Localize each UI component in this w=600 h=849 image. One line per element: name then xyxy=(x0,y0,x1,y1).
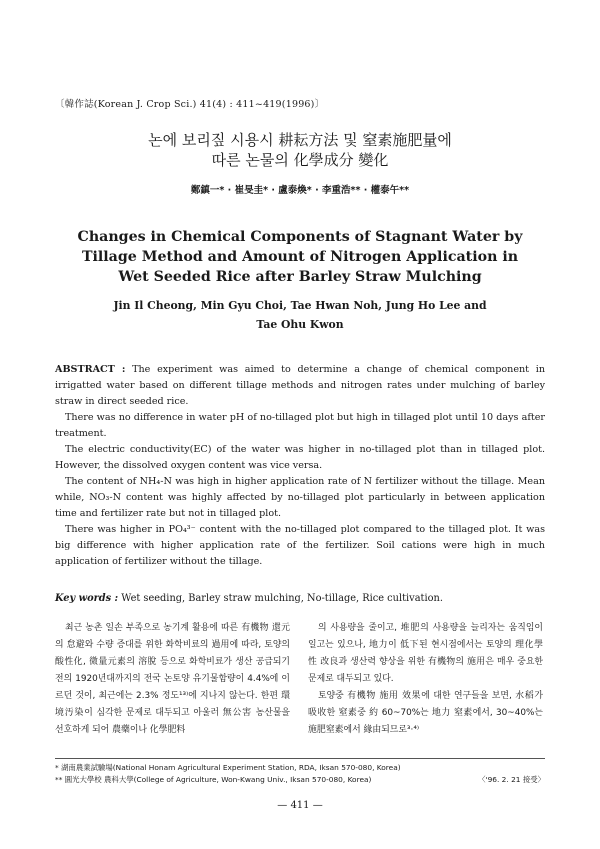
korean-authors: 鄭鎮一* · 崔旻圭* · 盧泰煥* · 李重浩** · 權泰午** xyxy=(190,185,410,196)
abstract-paragraph-5: There was higher in PO₄³⁻ content with the no-tillaged plot compared to the tillaged plot. It was big difference with higher application rate of the fertilizer. Soil cations were high in much application of fertilizer without the tillage. xyxy=(55,524,545,567)
footnote-1: * 湖南農業試驗場(National Honam Agricultural Experiment Station, RDA, Iksan 570-080, Korea) xyxy=(55,763,401,772)
english-title-line-2: Tillage Method and Amount of Nitrogen Application in xyxy=(81,249,519,265)
body-right-column xyxy=(308,620,543,739)
page-number: — 411 — xyxy=(277,800,323,811)
abstract xyxy=(55,362,545,570)
abstract-text-1: The experiment was aimed to determine a change of chemical component in irrigatted water based on different tillage methods and nitrogen rates under mulching of barley straw in direct seeded rice. xyxy=(55,364,545,407)
korean-title-line-1: 논에 보리짚 시용시 耕耘方法 및 窒素施肥量에 xyxy=(148,131,452,149)
korean-title-line-2: 따른 논물의 化學成分 變化 xyxy=(211,151,389,169)
english-title-line-3: Wet Seeded Rice after Barley Straw Mulching xyxy=(118,269,482,285)
abstract-paragraph-4: The content of NH₄-N was high in higher application rate of N fertilizer without the tillage. Mean while, NO₃-N content was highly affected by no-tillaged plot particularly in between application time and fertilizer rate but not in tillaged plot. xyxy=(55,476,545,519)
abstract-paragraph-3: The electric conductivity(EC) of the water was higher in no-tillaged plot than in tillaged plot. However, the dissolved oxygen content was vice versa. xyxy=(55,444,545,471)
body-paragraph-left-1: 최근 농촌 일손 부족으로 농기계 활용에 따른 有機物 還元의 怠避와 수량 증대를 위한 화학비료의 過用에 따라, 토양의 酸性化, 微量元素의 溶脫 등으로 화학비료가 생산 공급되기 전의 1920년대까지의 전국 논토양 유기물함량이 4.4%에 이르던 것이, 최근에는 2.3% 정도¹³⁾에 지나지 않는다. 한편 環境汚染이 심각한 문제로 대두되고 아울러 無公害 농산물을 선호하게 되어 農藥이나 化學肥料 xyxy=(55,623,290,735)
footnotes xyxy=(55,762,545,786)
abstract-label: ABSTRACT : xyxy=(55,364,126,375)
abstract-paragraph-2: There was no difference in water pH of no-tillaged plot but high in tillaged plot until 10 days after treatment. xyxy=(55,412,545,439)
footnote-2-row xyxy=(55,774,545,786)
english-title-line-1: Changes in Chemical Components of Stagnant Water by xyxy=(77,229,523,245)
abstract-paragraph-1 xyxy=(55,362,545,410)
keywords-text: Wet seeding, Barley straw mulching, No-tillage, Rice cultivation. xyxy=(121,593,443,604)
english-authors xyxy=(0,296,600,334)
footnote-2: ** 圓光大學校 農科大學(College of Agriculture, Won-Kwang Univ., Iksan 570-080, Korea) xyxy=(55,775,372,784)
body-paragraph-right-1: 의 사용량을 줄이고, 堆肥의 사용량을 늘리자는 움직임이 일고는 있으나, 地力이 低下된 현시점에서는 토양의 理化學性 改良과 생산력 향상을 위한 有機物의 施用은 매우 중요한 문제로 대두되고 있다. xyxy=(308,623,543,684)
keywords-label: Key words : xyxy=(55,593,119,604)
english-authors-line-1: Jin Il Cheong, Min Gyu Choi, Tae Hwan Noh, Jung Ho Lee and xyxy=(113,299,487,312)
keywords xyxy=(55,593,545,604)
body-paragraph-right-2: 토양중 有機物 施用 效果에 대한 연구들을 보면, 水稻가 吸收한 窒素중 約 60~70%는 地力 窒素에서, 30~40%는 施肥窒素에서 緣由되므로³·⁴⁾ xyxy=(308,691,543,735)
footnote-divider xyxy=(55,758,545,759)
received-date: 〈'96. 2. 21 接受〉 xyxy=(478,775,545,784)
english-authors-line-2: Tae Ohu Kwon xyxy=(256,318,344,331)
journal-reference: 〔韓作誌(Korean J. Crop Sci.) 41(4) : 411~419(1996)〕 xyxy=(55,99,325,110)
body-left-column xyxy=(55,620,290,739)
korean-title xyxy=(0,130,600,170)
english-title xyxy=(0,227,600,287)
